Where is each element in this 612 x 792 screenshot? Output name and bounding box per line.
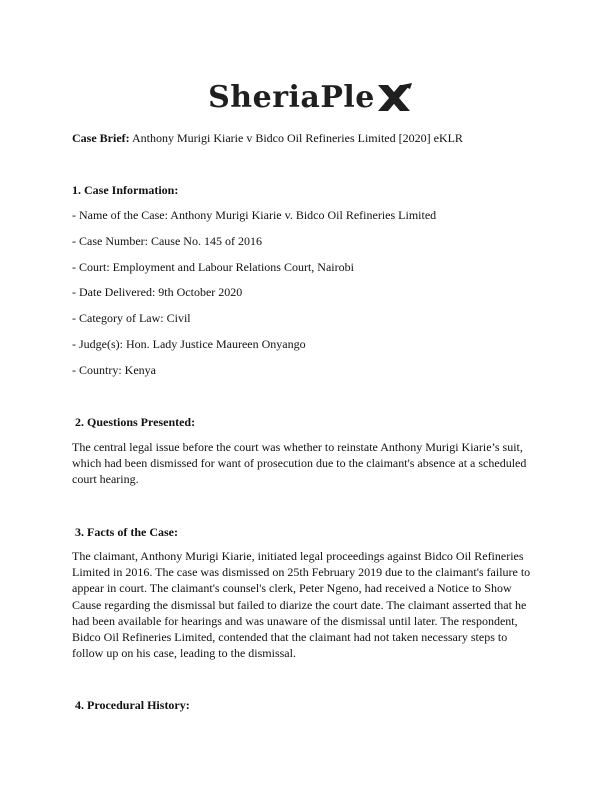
paragraph-line: The central legal issue before the court was whether to reinstate Anthony Murigi Kiarie’s suit, [72,440,523,454]
case-info-category: - Category of Law: Civil [72,311,191,325]
case-info-date: - Date Delivered: 9th October 2020 [72,285,243,299]
section-heading-case-information: 1. Case Information: [72,183,179,197]
paragraph-line: appear in court. The claimant's counsel's clerk, Peter Ngeno, had received a Notice to Show [72,581,512,596]
case-brief-name: Anthony Murigi Kiarie v Bidco Oil Refineries Limited [2020] eKLR [132,131,463,145]
case-info-number: - Case Number: Cause No. 145 of 2016 [72,234,262,248]
questions-presented-paragraph [72,439,536,488]
paragraph-line: Cause regarding the dismissal but failed to diarize the court date. The claimant asserted that he [72,597,527,612]
logo-text: SheriaPle [208,80,375,115]
logo-x-mark-icon [376,81,412,115]
paragraph-line: Bidco Oil Refineries Limited, contended that the claimant had not taken necessary steps to [72,630,508,645]
paragraph-line: follow up on his case, leading to the dismissal. [72,646,296,661]
logo-wordmark [208,78,412,118]
section-heading-facts: 3. Facts of the Case: [75,525,178,539]
case-brief-title [72,131,463,146]
paragraph-line: Limited in 2016. The case was dismissed on 25th February 2019 due to the claimant's failure to [72,565,531,580]
paragraph-line: had been available for hearings and was unaware of the dismissal until later. The respondent, [72,613,518,628]
facts-paragraph [72,548,536,661]
case-info-country: - Country: Kenya [72,363,156,377]
case-info-name: - Name of the Case: Anthony Murigi Kiarie v. Bidco Oil Refineries Limited [72,208,437,222]
paragraph-line: court hearing. [72,472,139,487]
sheriaplex-logo [0,78,612,118]
case-info-judges: - Judge(s): Hon. Lady Justice Maureen Onyango [72,337,306,351]
section-heading-questions-presented: 2. Questions Presented: [75,415,196,429]
section-heading-procedural-history: 4. Procedural History: [75,698,190,712]
paragraph-line: The claimant, Anthony Murigi Kiarie, initiated legal proceedings against Bidco Oil Refineries [72,549,524,563]
case-brief-label: Case Brief: [72,131,130,145]
paragraph-line: which had been dismissed for want of prosecution due to the claimant's absence at a scheduled [72,456,527,471]
case-info-court: - Court: Employment and Labour Relations Court, Nairobi [72,260,354,274]
